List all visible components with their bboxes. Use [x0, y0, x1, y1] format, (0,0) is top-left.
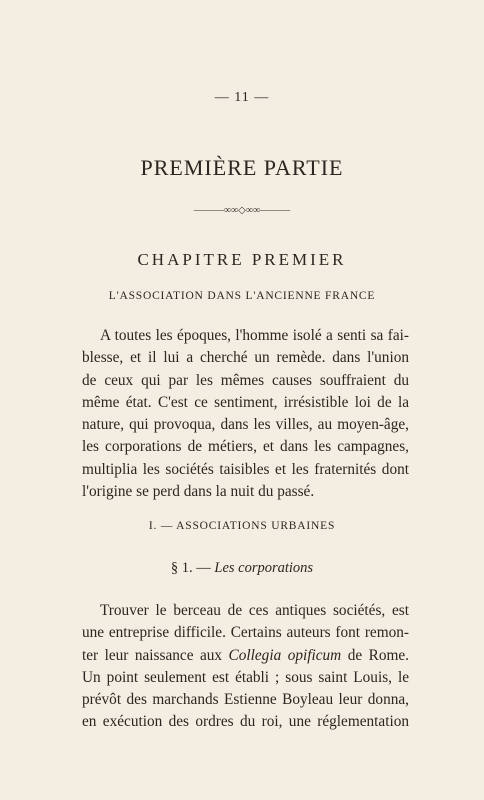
paragraph-line: l'origine se perd dans la nuit du passé. [82, 483, 315, 501]
paragraph-line-mixed [82, 645, 409, 667]
paragraph-line: de ceux qui par les mêmes causes souffraient du [82, 371, 409, 389]
paragraph-line: une entreprise difficile. Certains auteurs font remon- [82, 624, 409, 642]
part-title: PREMIÈRE PARTIE [140, 155, 344, 180]
section-heading: I. — ASSOCIATIONS URBAINES [148, 520, 336, 532]
paragraph-line: même état. C'est ce sentiment, irrésistible loi de la [82, 393, 409, 411]
subsection-title: Les corporations [214, 560, 314, 576]
paragraph-1 [82, 325, 409, 503]
paragraph-line: nature, qui provoqua, dans les villes, au moyen-âge, [82, 416, 409, 434]
paragraph-line: blesse, et il lui a cherché un remède. dans l'union [82, 349, 409, 367]
paragraph-line: prévôt des marchands Estienne Boyleau leur donna, [82, 691, 409, 709]
latin-term: Collegia opificum [228, 646, 342, 664]
page-number: — 11 — [214, 90, 270, 105]
fleuron-ornament: ———∞∞◇∞∞——— [193, 205, 291, 216]
paragraph-line: Un point seulement est établi ; sous saint Louis, le [82, 668, 409, 686]
paragraph-line: les corporations de métiers, et dans les campagnes, [82, 438, 409, 456]
paragraph-line: en exécution des ordres du roi, une réglementation [82, 713, 409, 731]
text-run: ter leur naissance aux [82, 646, 223, 664]
chapter-subtitle: L'ASSOCIATION DANS L'ANCIENNE FRANCE [108, 290, 376, 302]
subsection-number: § 1. — [170, 560, 211, 576]
paragraph-line: A toutes les époques, l'homme isolé a senti sa fai- [100, 327, 409, 344]
paragraph-line: multiplia les sociétés taisibles et les fraternités dont [82, 460, 409, 478]
chapter-title: CHAPITRE PREMIER [137, 250, 347, 269]
subsection-heading [0, 560, 484, 577]
paragraph-line: Trouver le berceau de ces antiques sociétés, est [100, 602, 409, 619]
text-run: de Rome. [347, 646, 409, 664]
paragraph-2 [82, 600, 409, 734]
